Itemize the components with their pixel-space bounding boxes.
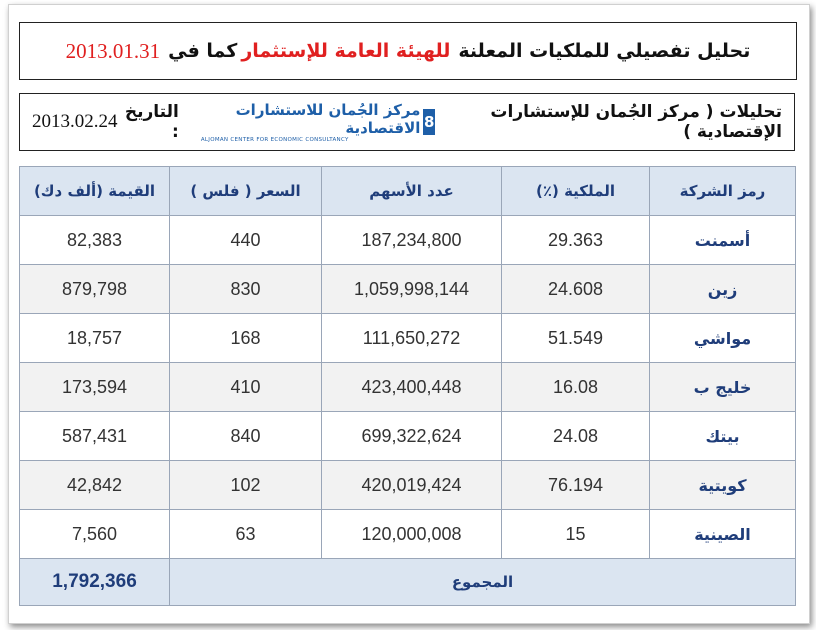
ownership-table: [19, 166, 796, 606]
cell-ownership: 24.608: [502, 265, 650, 314]
table-row: [20, 363, 796, 412]
cell-symbol: كويتية: [650, 461, 796, 510]
date-label: التاريخ :: [124, 102, 179, 142]
cell-symbol: بيتك: [650, 412, 796, 461]
source-bar: [19, 93, 795, 151]
cell-value: 82,383: [20, 216, 170, 265]
table-row: [20, 314, 796, 363]
analyses-label: تحليلات ( مركز الجُمان للإستشارات الإقتصادية ): [490, 102, 782, 142]
cell-symbol: مواشي: [650, 314, 796, 363]
header-value: القيمة (ألف دك): [20, 167, 170, 216]
title-highlight: للهيئة العامة للإستثمار: [241, 40, 451, 62]
cell-ownership: 16.08: [502, 363, 650, 412]
table-row: [20, 461, 796, 510]
cell-ownership: 29.363: [502, 216, 650, 265]
cell-value: 587,431: [20, 412, 170, 461]
cell-symbol: خليج ب: [650, 363, 796, 412]
header-price: السعر ( فلس ): [170, 167, 322, 216]
cell-ownership: 76.194: [502, 461, 650, 510]
aljoman-logo-icon: 8: [423, 109, 435, 135]
cell-value: 18,757: [20, 314, 170, 363]
table-header-row: [20, 167, 796, 216]
logo-english-text: ALJOMAN CENTER FOR ECONOMIC CONSULTANCY: [200, 137, 349, 143]
total-label: المجموع: [170, 559, 796, 606]
cell-ownership: 51.549: [502, 314, 650, 363]
cell-value: 7,560: [20, 510, 170, 559]
report-title: [19, 22, 797, 80]
cell-shares: 111,650,272: [322, 314, 502, 363]
cell-shares: 1,059,998,144: [322, 265, 502, 314]
report-card: [8, 4, 810, 624]
cell-price: 410: [170, 363, 322, 412]
total-row: [20, 559, 796, 606]
aljoman-logo: [201, 101, 435, 143]
cell-shares: 423,400,448: [322, 363, 502, 412]
cell-value: 173,594: [20, 363, 170, 412]
date-value: 2013.02.24: [32, 111, 118, 132]
cell-shares: 699,322,624: [322, 412, 502, 461]
cell-price: 168: [170, 314, 322, 363]
cell-ownership: 15: [502, 510, 650, 559]
total-value: 1,792,366: [20, 559, 170, 606]
title-as-of: كما في: [168, 40, 238, 62]
table-row: [20, 412, 796, 461]
cell-shares: 187,234,800: [322, 216, 502, 265]
cell-value: 879,798: [20, 265, 170, 314]
cell-value: 42,842: [20, 461, 170, 510]
table-row: [20, 265, 796, 314]
cell-price: 830: [170, 265, 322, 314]
cell-shares: 420,019,424: [322, 461, 502, 510]
cell-symbol: زين: [650, 265, 796, 314]
cell-price: 440: [170, 216, 322, 265]
header-symbol: رمز الشركة: [650, 167, 796, 216]
header-shares: عدد الأسهم: [322, 167, 502, 216]
table-row: [20, 216, 796, 265]
cell-price: 63: [170, 510, 322, 559]
cell-symbol: أسمنت: [650, 216, 796, 265]
cell-ownership: 24.08: [502, 412, 650, 461]
header-ownership: الملكية (٪): [502, 167, 650, 216]
table-row: [20, 510, 796, 559]
title-date: 2013.01.31: [65, 38, 161, 63]
title-text: تحليل تفصيلي للملكيات المعلنة: [458, 40, 751, 62]
logo-arabic-text: مركز الجُمان للاستشارات الاقتصادية: [235, 101, 421, 137]
cell-price: 102: [170, 461, 322, 510]
cell-price: 840: [170, 412, 322, 461]
cell-shares: 120,000,008: [322, 510, 502, 559]
cell-symbol: الصينية: [650, 510, 796, 559]
